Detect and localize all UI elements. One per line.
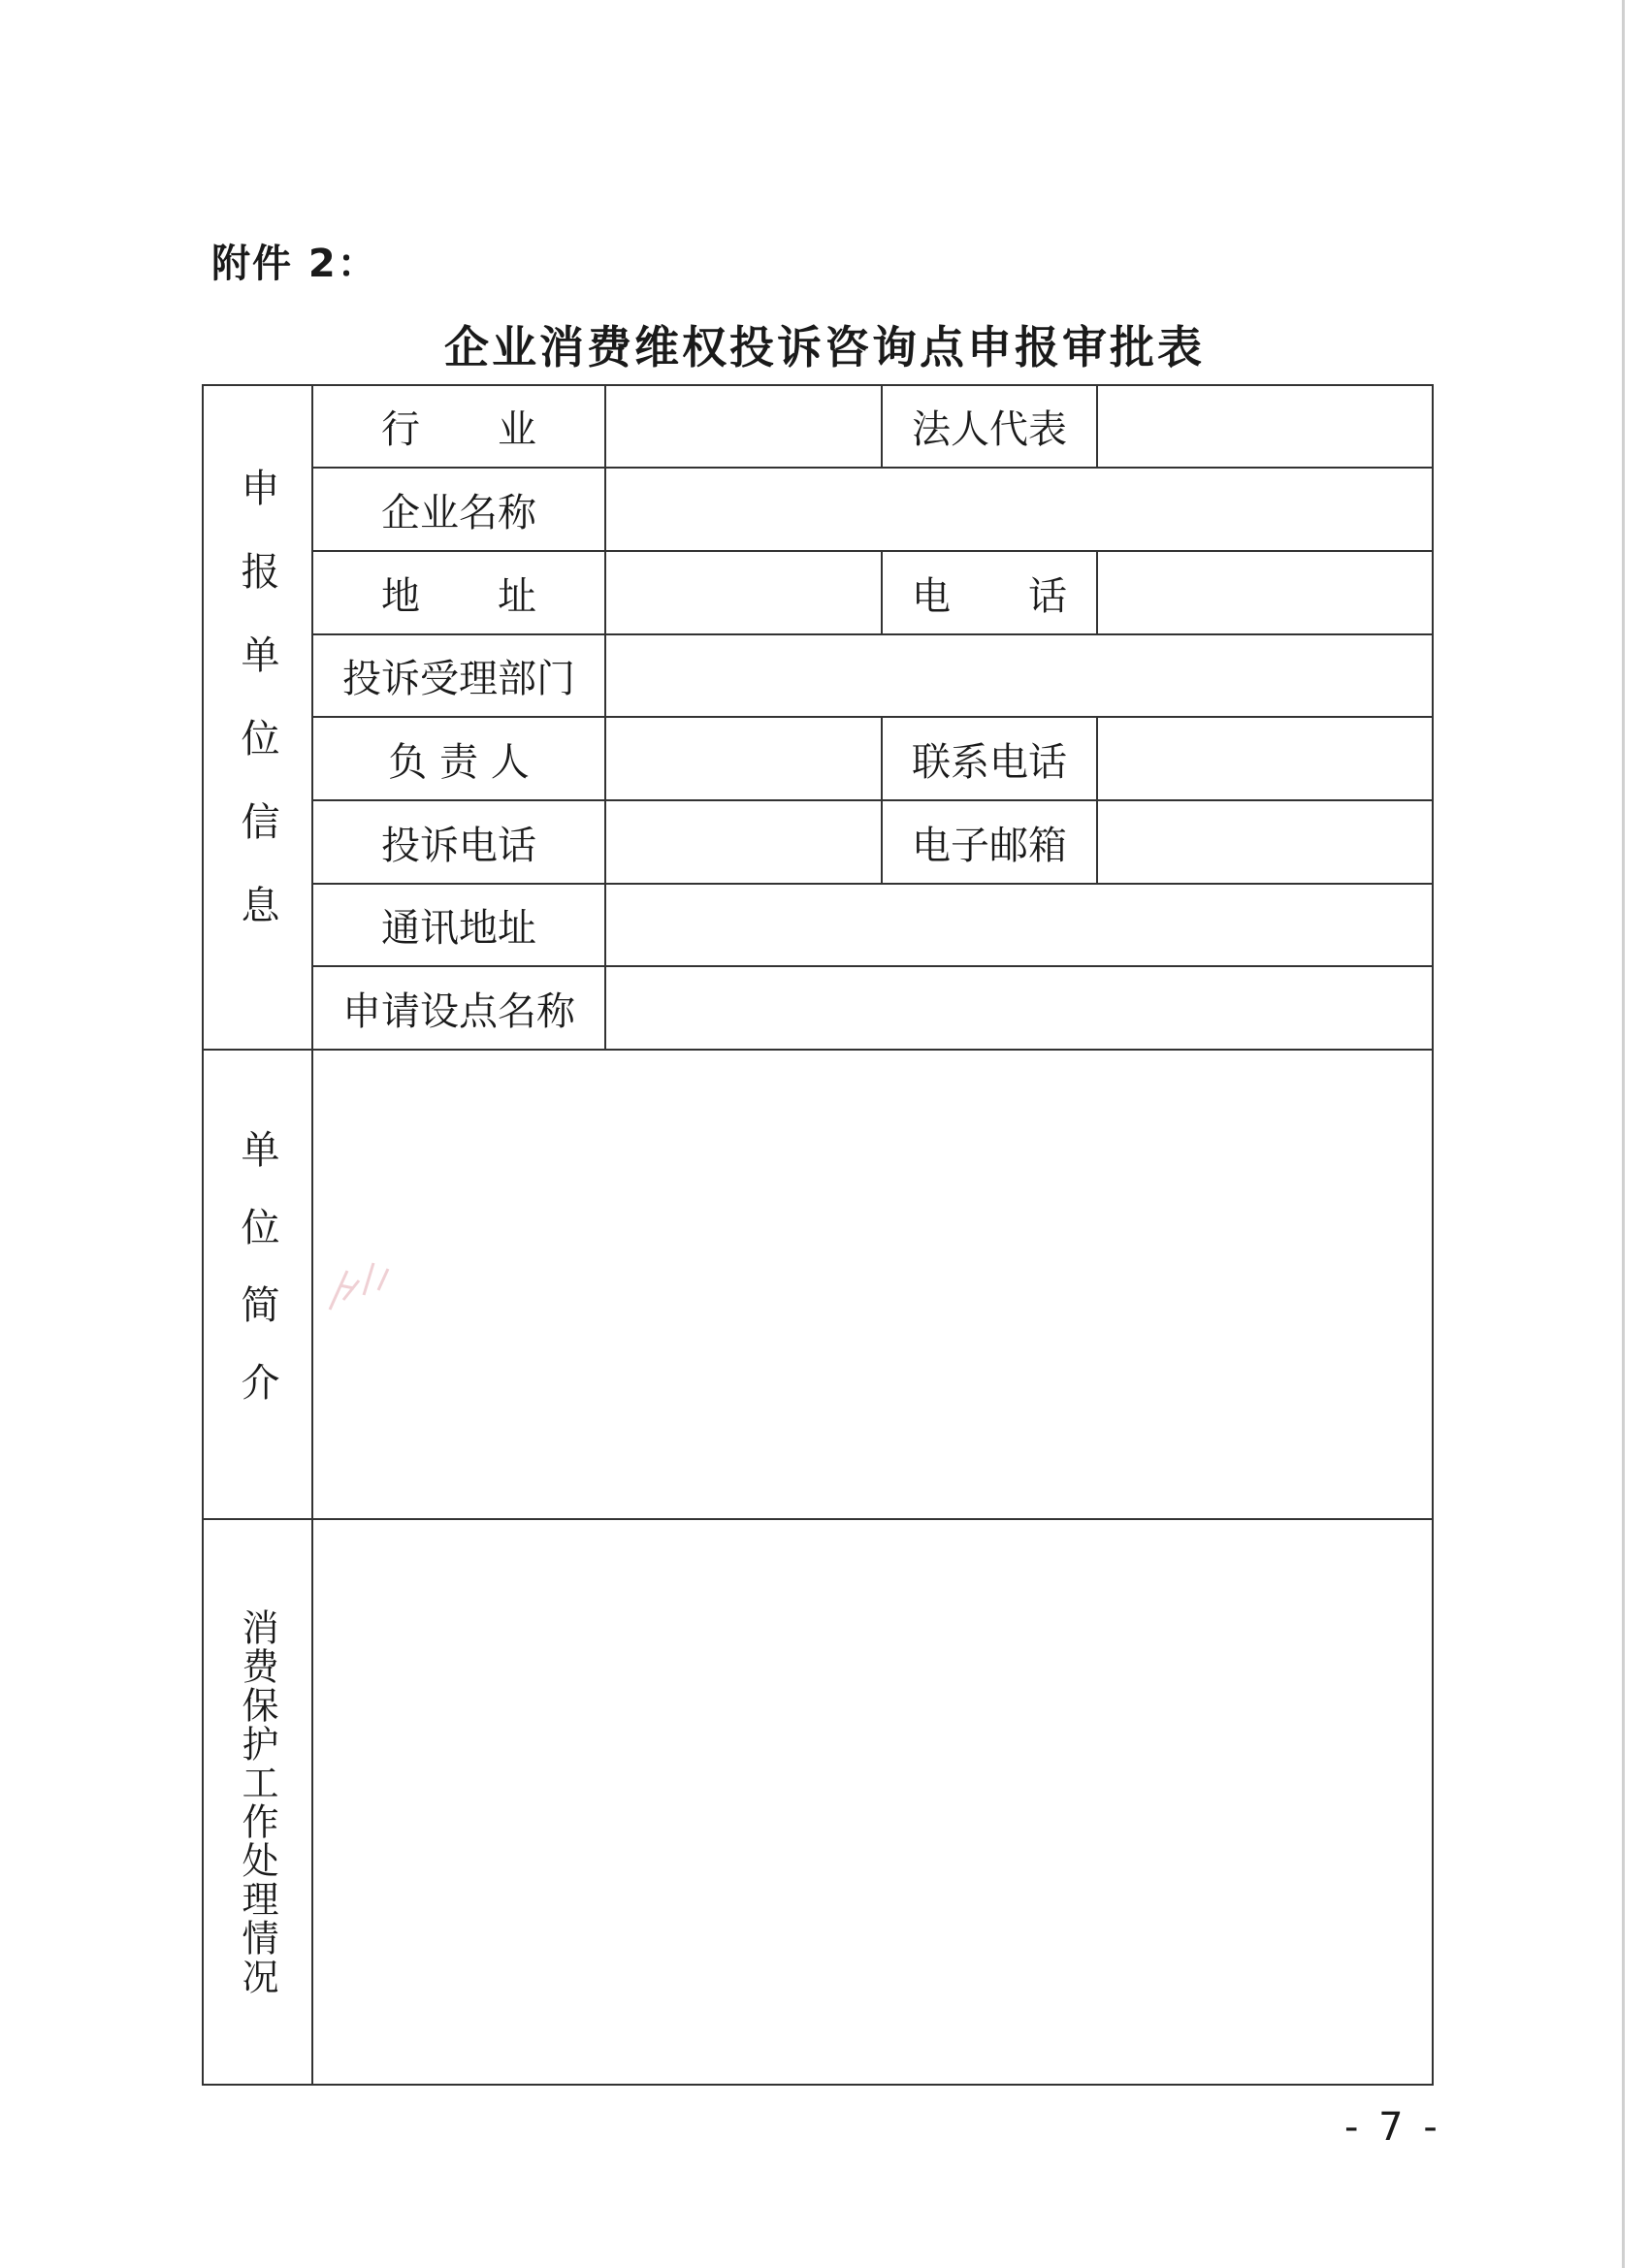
form-row	[203, 966, 1433, 1050]
label-mailing-address: 通讯地址	[312, 884, 605, 966]
page-number: - 7 -	[1344, 2105, 1441, 2150]
label-phone: 电 话	[882, 551, 1097, 634]
section-consumer-protection	[203, 1519, 312, 2085]
form-row	[203, 884, 1433, 966]
field-phone[interactable]	[1097, 551, 1433, 634]
form-title: 企业消费维权投诉咨询点申报审批表	[444, 321, 1205, 373]
label-industry: 行 业	[312, 385, 605, 468]
field-contact-phone[interactable]	[1097, 717, 1433, 800]
form-row	[203, 468, 1433, 551]
label-email: 电子邮箱	[882, 800, 1097, 884]
label-complaint-phone: 投诉电话	[312, 800, 605, 884]
field-legal-rep[interactable]	[1097, 385, 1433, 468]
label-legal-rep: 法人代表	[882, 385, 1097, 468]
field-company-name[interactable]	[605, 468, 1433, 551]
form-row	[203, 634, 1433, 717]
section-company-profile	[203, 1050, 312, 1519]
label-point-name: 申请设点名称	[312, 966, 605, 1050]
section-label: 单位简介	[235, 1129, 279, 1440]
field-mailing-address[interactable]	[605, 884, 1433, 966]
section-label: 申报单位信息	[235, 467, 279, 968]
field-person-in-charge[interactable]	[605, 717, 882, 800]
section-label: 消费保护工作处理情况	[236, 1607, 278, 1996]
field-address[interactable]	[605, 551, 882, 634]
field-email[interactable]	[1097, 800, 1433, 884]
form-row	[203, 800, 1433, 884]
label-contact-phone: 联系电话	[882, 717, 1097, 800]
form-row	[203, 717, 1433, 800]
label-company-name: 企业名称	[312, 468, 605, 551]
form-row	[203, 385, 1433, 468]
field-complaint-dept[interactable]	[605, 634, 1433, 717]
field-industry[interactable]	[605, 385, 882, 468]
attachment-label: 附件 2：	[211, 242, 378, 286]
label-complaint-dept: 投诉受理部门	[312, 634, 605, 717]
field-point-name[interactable]	[605, 966, 1433, 1050]
label-person-in-charge: 负 责 人	[312, 717, 605, 800]
form-row	[203, 551, 1433, 634]
form-row	[203, 1519, 1433, 2085]
field-consumer-protection[interactable]	[312, 1519, 1433, 2085]
application-form-table	[202, 384, 1434, 2086]
section-applicant-info	[203, 385, 312, 1050]
field-company-profile[interactable]	[312, 1050, 1433, 1519]
field-complaint-phone[interactable]	[605, 800, 882, 884]
stamp-mark-icon	[320, 1251, 417, 1319]
label-address: 地 址	[312, 551, 605, 634]
